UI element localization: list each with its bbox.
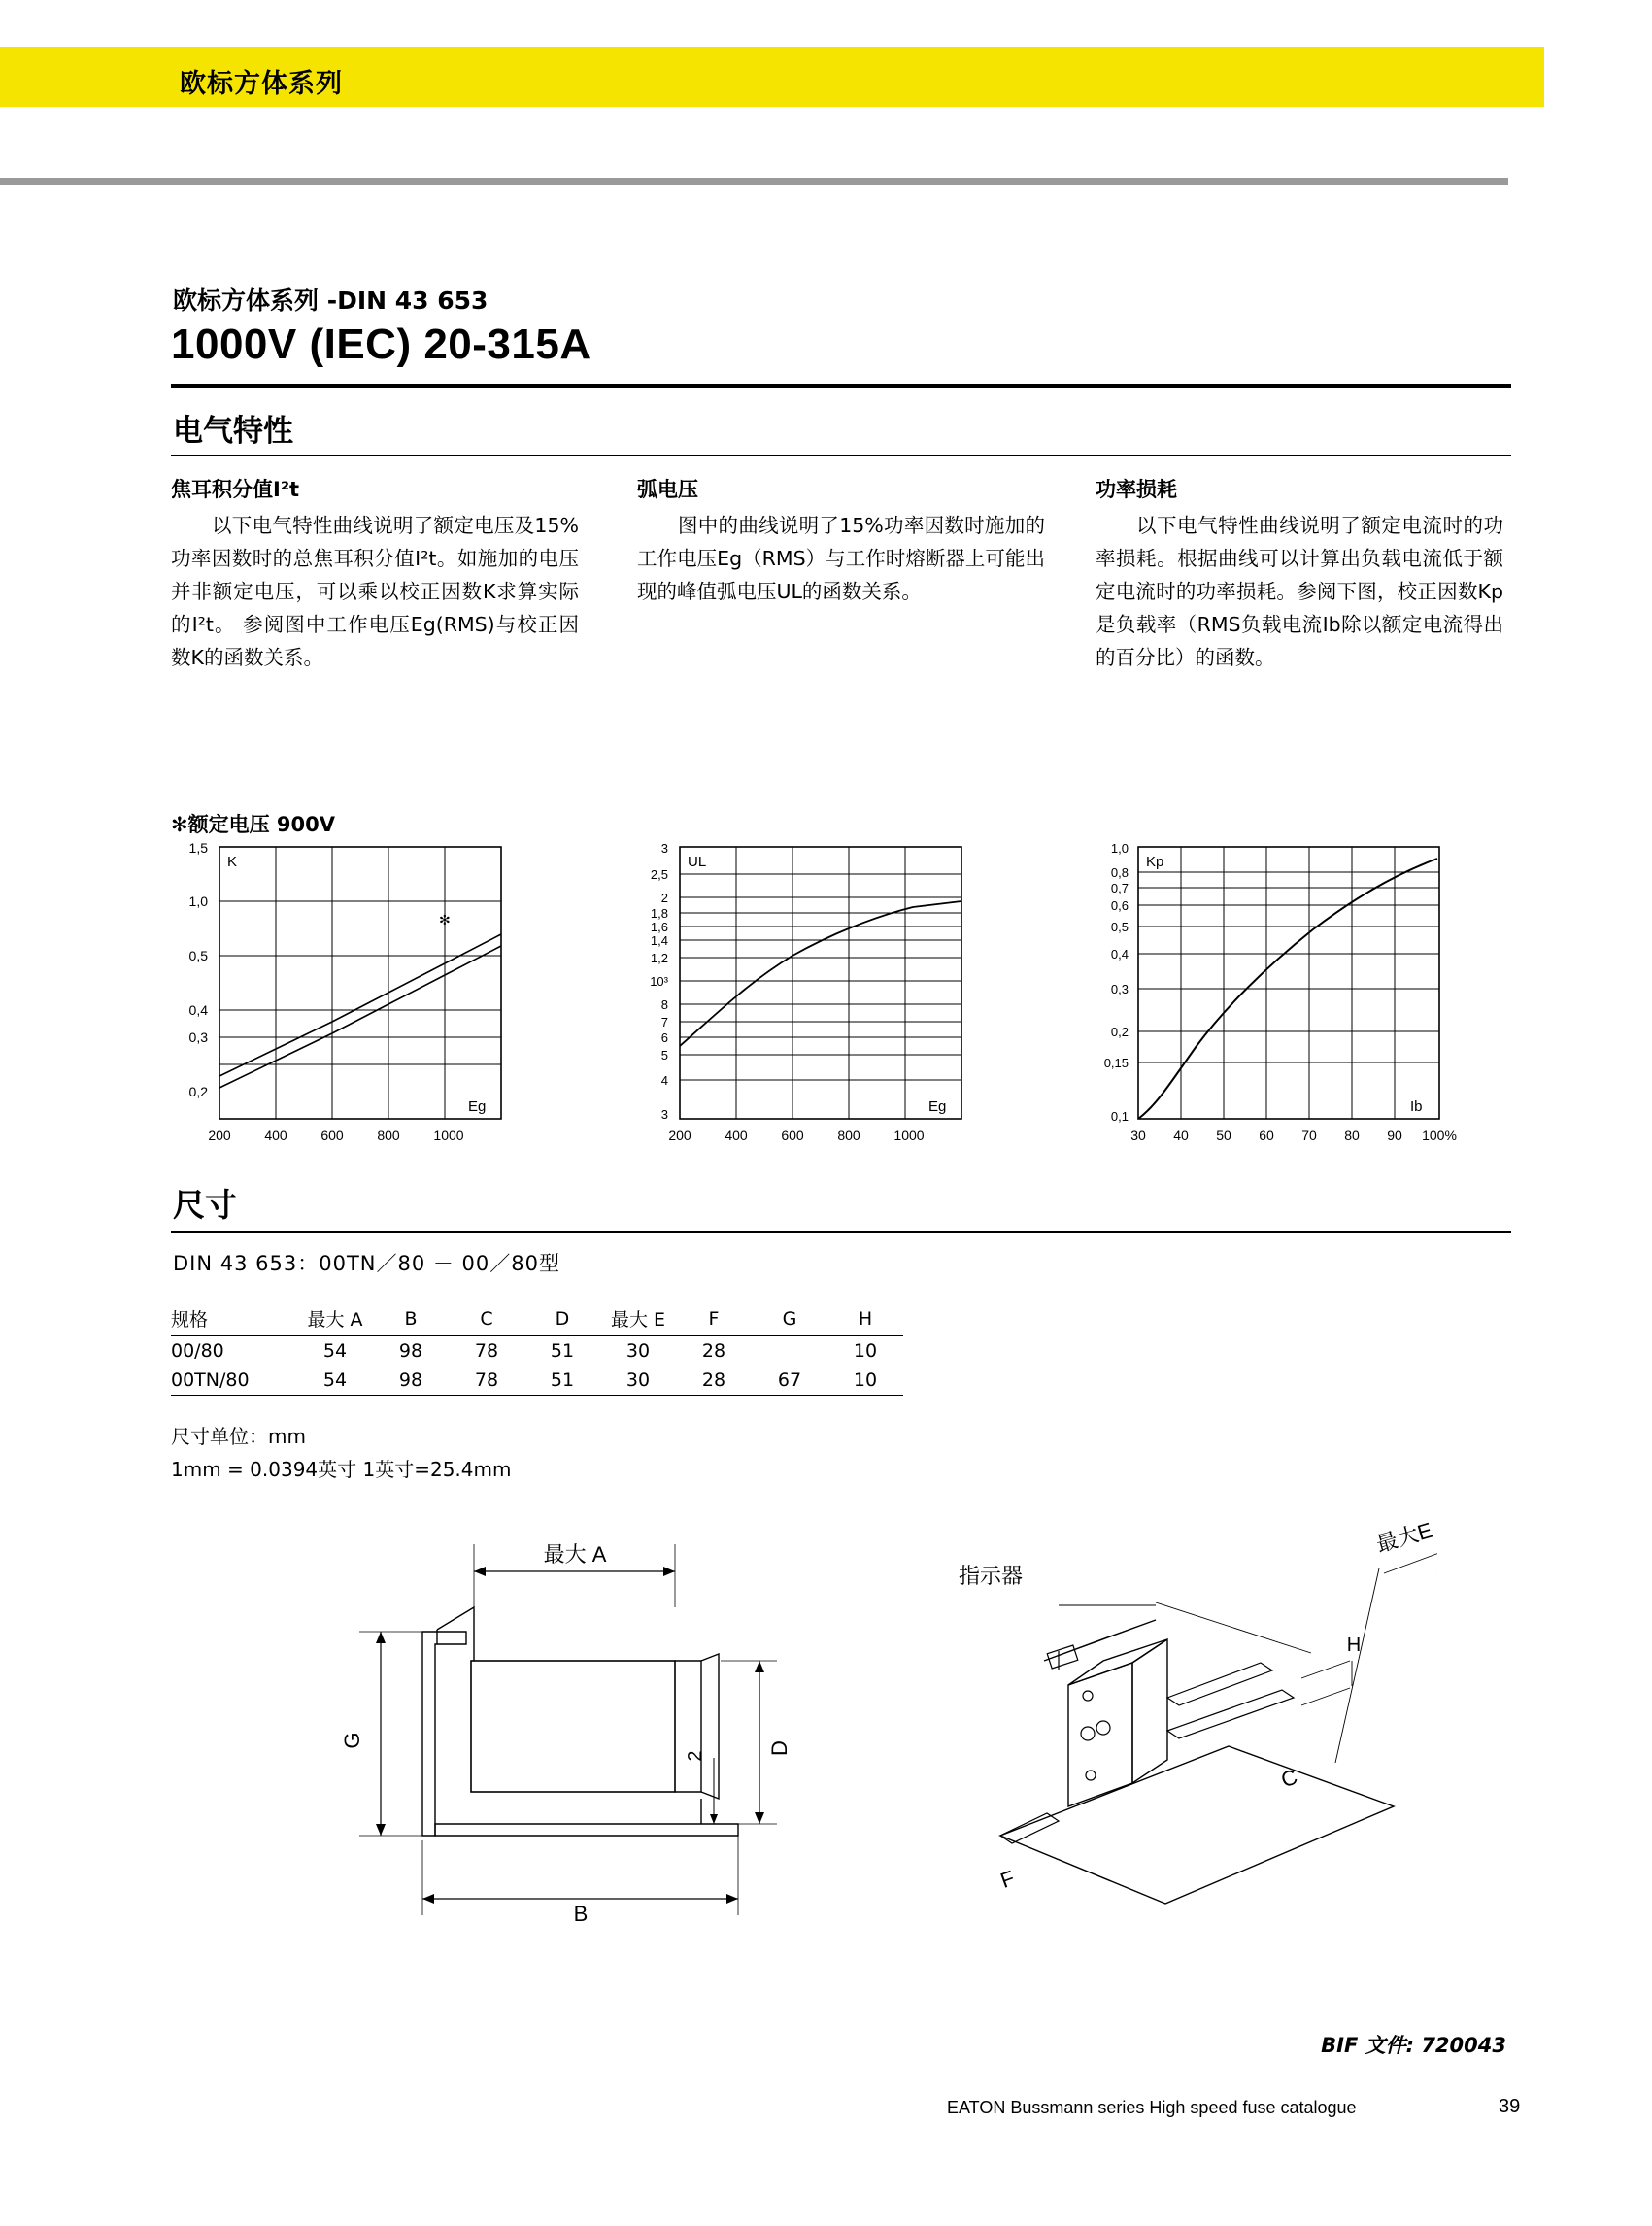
label-a: 最大 A [543,1542,607,1567]
xtick: 800 [377,1128,400,1143]
cell: 00TN/80 [171,1369,250,1391]
xtick: 1000 [893,1128,925,1143]
ytick: 0,5 [1110,920,1129,934]
column-heading: 弧电压 [637,478,698,501]
rated-voltage-note: ✻额定电压 900V [171,813,335,836]
ytick: 0,5 [188,948,208,963]
ytick: 5 [660,1048,668,1062]
ytick: 0,2 [1110,1025,1129,1039]
col-header: 最大 A [307,1309,363,1331]
cell: 28 [701,1369,726,1391]
label-2: 2 [685,1750,706,1762]
ytick: 0,2 [188,1084,208,1099]
xtick: 600 [781,1128,804,1143]
col-header: 规格 [171,1309,209,1331]
ytick: 8 [660,997,668,1012]
col-header: C [480,1307,493,1330]
ytick: 3 [660,841,668,856]
column-body: 以下电气特性曲线说明了额定电压及15%功率因数时的总焦耳积分值I²t。如施加的电压并非额定电压，可以乘以校正因数K求算实际的I²t。 参阅图中工作电压Eg(RMS)与校正因数K的函数关系。 [171,514,579,669]
ytick: 1,0 [188,894,208,909]
header-divider [0,178,1508,185]
label-b: B [573,1902,589,1926]
cell: 51 [550,1369,575,1391]
title-rule [171,384,1511,388]
dimensions-table [171,1301,903,1396]
page-title: 1000V (IEC) 20-315A [171,320,591,368]
xtick: 1000 [433,1128,464,1143]
label-h: H [1346,1635,1362,1656]
ytick: 2 [660,891,668,905]
xtick: 400 [725,1128,748,1143]
ytick: 0,4 [188,1002,208,1018]
chart-xlabel: Ib [1410,1098,1423,1115]
cell: 78 [474,1340,499,1362]
table-row [171,1336,903,1366]
xtick: 50 [1216,1128,1231,1143]
chart-marker-star: ✻ [439,912,451,928]
page-number: 39 [1499,2096,1521,2117]
cell: 78 [474,1369,499,1391]
chart-ylabel: UL [688,854,707,870]
col-header: G [782,1307,797,1330]
bif-document-ref: BIF 文件: 720043 [1321,2034,1506,2057]
table-header-row [171,1301,903,1336]
ytick: 7 [660,1015,668,1029]
chart-ylabel: Kp [1146,854,1164,870]
cell: 30 [625,1340,651,1362]
cell: 00/80 [171,1340,224,1362]
ytick: 0,15 [1103,1056,1129,1070]
ytick: 0,4 [1110,947,1129,961]
col-header: 最大 E [610,1309,666,1331]
table-row [171,1366,903,1396]
cell: 10 [853,1340,878,1362]
cell: 98 [398,1369,423,1391]
ytick: 1,2 [650,951,668,965]
chart-k-factor [161,837,530,1182]
cell: 10 [853,1369,878,1391]
col-header: B [404,1307,418,1330]
section-heading-dimensions: 尺寸 [173,1186,237,1224]
section-rule [171,455,1511,456]
chart-kp-load [1080,837,1468,1182]
xtick: 60 [1259,1128,1274,1143]
column-heading: 焦耳积分值I²t [171,478,300,501]
ytick: 0,3 [1110,982,1129,996]
ytick: 10³ [650,974,668,989]
dimensions-rule [171,1231,1511,1233]
ytick: 1,4 [650,933,668,948]
xtick: 400 [264,1128,287,1143]
cell: 30 [625,1369,651,1391]
xtick: 200 [668,1128,691,1143]
ytick: 0,3 [188,1029,208,1045]
column-i2t [171,474,579,674]
section-heading-electrical: 电气特性 [173,414,293,449]
xtick: 40 [1173,1128,1189,1143]
ytick: 0,7 [1110,881,1129,895]
chart-ylabel: K [227,854,238,870]
xtick: 30 [1130,1128,1146,1143]
label-indicator: 指示器 [958,1564,1024,1588]
ytick: 3 [660,1107,668,1122]
label-d: D [767,1740,792,1756]
dimensions-subheading: DIN 43 653：00TN／80 － 00／80型 [173,1252,561,1275]
ytick: 1,6 [650,920,668,934]
col-header: H [858,1307,873,1330]
cell: 51 [550,1340,575,1362]
cell: 54 [322,1340,348,1362]
fuse-technical-drawing [320,1515,1437,1976]
units-line-1: 尺寸单位：mm [171,1425,306,1448]
cell: 67 [777,1369,802,1391]
label-e: 最大E [1373,1517,1435,1557]
cell [752,1336,827,1366]
ytick: 2,5 [650,867,668,882]
col-header: F [708,1307,720,1330]
units-line-2: 1mm = 0.0394英寸 1英寸=25.4mm [171,1458,512,1481]
column-heading: 功率损耗 [1096,478,1177,501]
xtick: 90 [1387,1128,1402,1143]
footer-catalogue: EATON Bussmann series High speed fuse catalogue [947,2098,1357,2117]
ytick: 0,8 [1110,865,1129,880]
label-c: C [1277,1764,1301,1793]
cell: 98 [398,1340,423,1362]
xtick: 600 [320,1128,344,1143]
xtick: 200 [208,1128,231,1143]
xtick: 100% [1422,1128,1457,1143]
column-power-loss [1096,474,1503,674]
chart-xlabel: Eg [468,1098,487,1115]
ytick: 1,8 [650,906,668,921]
column-body: 以下电气特性曲线说明了额定电流时的功率损耗。根据曲线可以计算出负载电流低于额定电流时的功率损耗。参阅下图，校正因数Kp是负载率（RMS负载电流Ib除以额定电流得出的百分比）的函数。 [1096,514,1503,669]
header-banner-title: 欧标方体系列 [180,69,343,99]
column-body: 图中的曲线说明了15%功率因数时施加的工作电压Eg（RMS）与工作时熔断器上可能出现的峰值弧电压UL的函数关系。 [637,514,1045,603]
col-header: D [555,1307,570,1330]
xtick: 70 [1301,1128,1317,1143]
label-f: F [996,1865,1019,1893]
ytick: 0,1 [1110,1109,1129,1124]
chart-xlabel: Eg [928,1098,947,1115]
cell: 28 [701,1340,726,1362]
xtick: 80 [1344,1128,1360,1143]
ytick: 1,5 [188,840,208,856]
xtick: 800 [837,1128,860,1143]
ytick: 6 [660,1030,668,1045]
chart-arc-voltage [622,837,991,1182]
ytick: 4 [660,1073,668,1088]
label-g: G [340,1732,364,1749]
column-arc-voltage [637,474,1045,608]
cell: 54 [322,1369,348,1391]
ytick: 0,6 [1110,898,1129,913]
units-note [171,1420,511,1486]
ytick: 1,0 [1110,841,1129,856]
page-subtitle: 欧标方体系列 -DIN 43 653 [173,287,489,315]
